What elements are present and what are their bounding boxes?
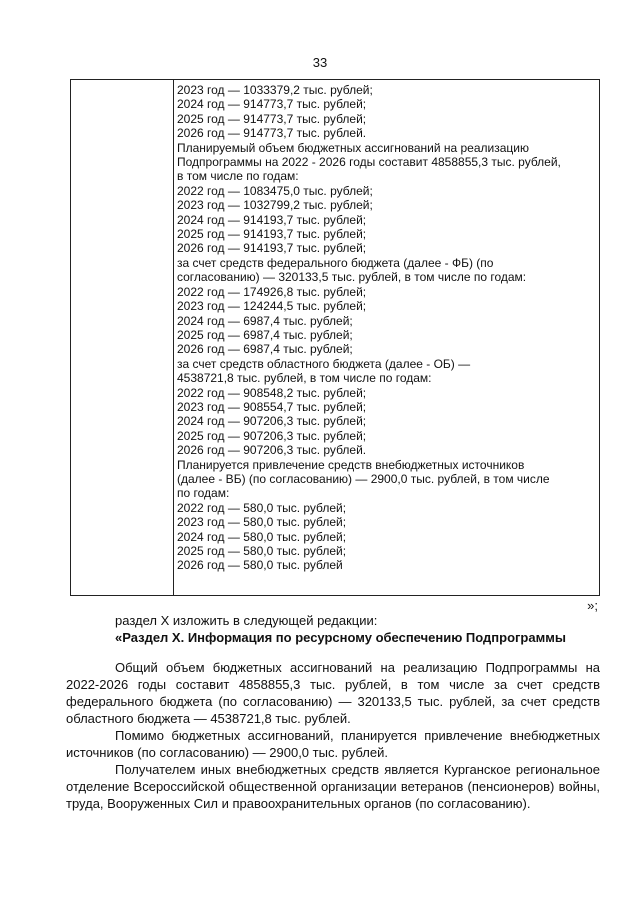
table-line: 2023 год — 1033379,2 тыс. рублей; [177,83,373,97]
table-line: 2024 год — 907206,3 тыс. рублей; [177,414,367,429]
table-line: в том числе по годам: [177,169,299,184]
section-heading: «Раздел X. Информация по ресурсному обеспечению Подпрограммы [115,630,566,645]
table-line: 2022 год — 1083475,0 тыс. рублей; [177,183,373,198]
table-line: 2022 год — 580,0 тыс. рублей; [177,500,347,515]
funding-table [70,79,600,596]
table-line: 2026 год — 914773,7 тыс. рублей. [177,126,367,141]
body-paragraph-recipient: Получателем иных внебюджетных средств является Курганское региональное отделение Всероссийской общественной организации ветеранов (пенсионеров) войны, труда, Вооруженных Сил и правоохранительных органов (по согласованию). [66,762,600,811]
table-line: 2025 год — 580,0 тыс. рублей; [177,544,347,558]
table-line: 2024 год — 914773,7 тыс. рублей; [177,97,367,112]
table-line: 2026 год — 914193,7 тыс. рублей; [177,241,367,256]
table-line: 2025 год — 907206,3 тыс. рублей; [177,428,367,443]
table-line: 2026 год — 6987,4 тыс. рублей; [177,342,353,357]
table-line: согласованию) — 320133,5 тыс. рублей, в том числе по годам: [177,270,527,285]
table-line: Планируемый объем бюджетных ассигнований на реализацию [177,140,529,155]
table-line: 2024 год — 580,0 тыс. рублей; [177,529,347,544]
table-line: 2023 год — 1032799,2 тыс. рублей; [177,198,373,213]
table-line: 2025 год — 914773,7 тыс. рублей; [177,111,367,126]
table-column-divider [173,80,174,595]
table-line: 2024 год — 6987,4 тыс. рублей; [177,313,353,328]
table-line: (далее - ВБ) (по согласованию) — 2900,0 тыс. рублей, в том числе [177,471,550,486]
table-line: 2025 год — 6987,4 тыс. рублей; [177,327,353,342]
table-line: 2025 год — 914193,7 тыс. рублей; [177,227,367,242]
table-line: 2026 год — 580,0 тыс. рублей [177,558,343,573]
table-line: за счет средств федерального бюджета (далее - ФБ) (по [177,255,494,270]
table-line: Подпрограммы на 2022 - 2026 годы составит 4858855,3 тыс. рублей, [177,155,561,170]
table-line: по годам: [177,486,230,501]
page-number: 33 [312,55,328,70]
table-line: 2023 год — 124244,5 тыс. рублей; [177,299,367,314]
table-line: 2024 год — 914193,7 тыс. рублей; [177,212,367,227]
closing-quote: »; [587,598,598,613]
table-line: 2022 год — 174926,8 тыс. рублей; [177,284,367,299]
table-line: 2026 год — 907206,3 тыс. рублей. [177,443,367,458]
body-paragraph-extrabudgetary: Помимо бюджетных ассигнований, планируется привлечение внебюджетных источников (по согласованию) — 2900,0 тыс. рублей. [66,728,600,760]
table-line: 2022 год — 908548,2 тыс. рублей; [177,385,367,400]
amendment-intro: раздел X изложить в следующей редакции: [115,613,378,628]
table-line: Планируется привлечение средств внебюджетных источников [177,457,525,472]
table-content-cell [177,83,593,573]
table-line: 2023 год — 908554,7 тыс. рублей; [177,399,367,414]
body-paragraph-total: Общий объем бюджетных ассигнований на реализацию Подпрограммы на 2022-2026 годы составит 4858855,3 тыс. рублей, в том числе за счет средств федерального бюджета (по согласованию) — 320133,5 тыс. рублей, за счет средств областного бюджета — 4538721,8 тыс. рублей. [66,660,600,726]
table-line: 4538721,8 тыс. рублей, в том числе по годам: [177,371,432,386]
table-line: за счет средств областного бюджета (далее - ОБ) — [177,356,471,371]
table-line: 2023 год — 580,0 тыс. рублей; [177,515,347,530]
